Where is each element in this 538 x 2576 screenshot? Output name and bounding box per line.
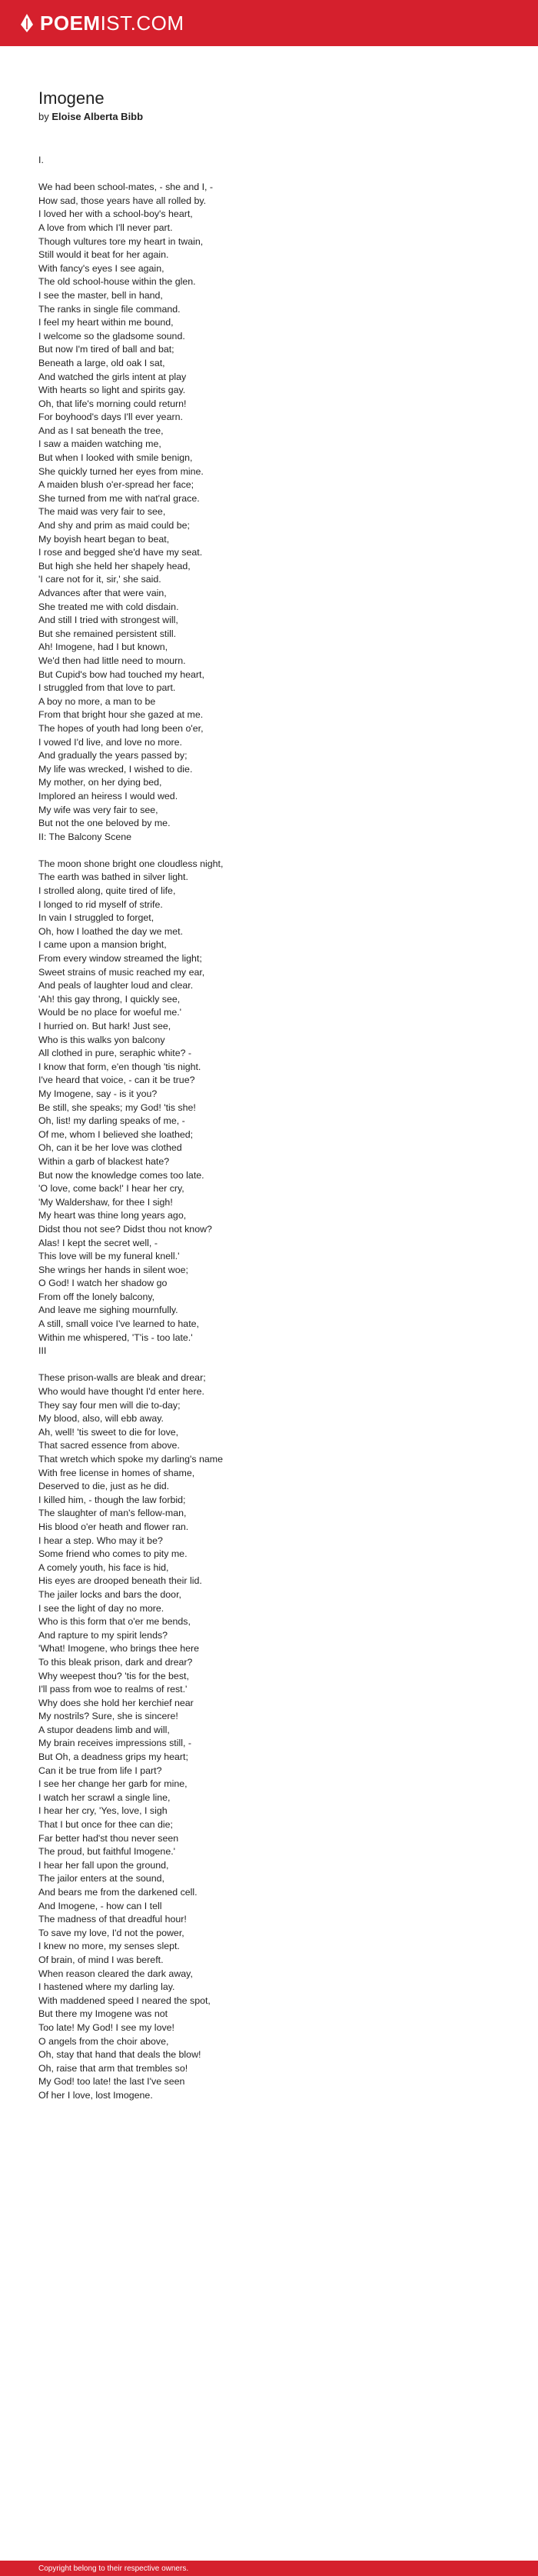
poem-line: Oh, can it be her love was clothed (38, 1142, 182, 1154)
poem-line: A love from which I'll never part. (38, 222, 173, 233)
poem-line: Still would it beat for her again. (38, 249, 169, 261)
poem-line: The old school-house within the glen. (38, 276, 196, 288)
site-logo-link[interactable] (20, 12, 184, 35)
poem-line: We had been school-mates, - she and I, - (38, 182, 214, 193)
site-header (0, 0, 538, 46)
poem-line: My mother, on her dying bed, (38, 777, 162, 788)
poem-line: I know that form, e'en though 'tis night. (38, 1061, 201, 1072)
poem-line: And shy and prim as maid could be; (38, 520, 190, 532)
poem-line: Ah, well! 'tis sweet to die for love, (38, 1426, 179, 1438)
poem-line: Within me whispered, 'T'is - too late.' (38, 1331, 193, 1343)
poem-line: I. (38, 155, 44, 165)
poem-line: I loved her with a school-boy's heart, (38, 208, 193, 220)
poem-line: With fancy's eyes I see again, (38, 262, 164, 274)
poem-line: 'What! Imogene, who brings thee here (38, 1643, 199, 1655)
poem-title: Imogene (38, 88, 105, 108)
poem-line: O angels from the choir above, (38, 2035, 169, 2047)
poem-line: But now the knowledge comes too late. (38, 1169, 204, 1181)
poem-line: I see the master, bell in hand, (38, 289, 163, 301)
poem-line: II: The Balcony Scene (38, 831, 131, 842)
poem-line: 'My Waldershaw, for thee I sigh! (38, 1196, 173, 1208)
poem-line: His blood o'er heath and flower ran. (38, 1521, 189, 1532)
poem-line: But there my Imogene was not (38, 2008, 168, 2020)
poem-line: The ranks in single file command. (38, 303, 181, 315)
poem-line: They say four men will die to-day; (38, 1399, 181, 1411)
author-link[interactable]: Eloise Alberta Bibb (51, 111, 144, 122)
poem-line: The jailor enters at the sound, (38, 1873, 164, 1885)
poem-line: The slaughter of man's fellow-man, (38, 1508, 187, 1519)
logo-text-light: IST.COM (100, 11, 184, 35)
poem-line: I hear a step. Who may it be? (38, 1535, 163, 1546)
poem-line: And still I tried with strongest will, (38, 615, 178, 626)
poem-line: In vain I struggled to forget, (38, 912, 154, 924)
main-content (0, 46, 538, 2561)
poem-line: Though vultures tore my heart in twain, (38, 235, 204, 247)
poem-line: But now I'm tired of ball and bat; (38, 344, 174, 355)
poem-line: Of me, whom I believed she loathed; (38, 1128, 194, 1140)
poem-line: Why does she hold her kerchief near (38, 1697, 194, 1708)
poem-line: Who is this form that o'er me bends, (38, 1616, 191, 1628)
poem-line: I rose and begged she'd have my seat. (38, 547, 203, 558)
poem-line: When reason cleared the dark away, (38, 1968, 193, 1979)
quill-icon (20, 14, 34, 32)
poem-line: And bears me from the darkened cell. (38, 1887, 198, 1898)
poem-line: I longed to rid myself of strife. (38, 898, 163, 910)
poem-line: Didst thou not see? Didst thou not know? (38, 1223, 212, 1235)
poem-line: I came upon a mansion bright, (38, 939, 167, 951)
poem-line: His eyes are drooped beneath their lid. (38, 1575, 202, 1587)
poem-line: The earth was bathed in silver light. (38, 871, 188, 883)
poem-line: All clothed in pure, seraphic white? - (38, 1048, 192, 1059)
poem-line: And gradually the years passed by; (38, 750, 188, 761)
poem-line: 'I care not for it, sir,' she said. (38, 574, 161, 585)
poem-line: Oh, how I loathed the day we met. (38, 925, 184, 937)
poem-line: These prison-walls are bleak and drear; (38, 1372, 206, 1384)
poem-line: But Cupid's bow had touched my heart, (38, 668, 204, 680)
poem-line: But Oh, a deadness grips my heart; (38, 1751, 188, 1763)
poem-line: And peals of laughter loud and clear. (38, 980, 194, 991)
poem-line: I hurried on. But hark! Just see, (38, 1021, 171, 1031)
poem-line: She treated me with cold disdain. (38, 601, 179, 612)
poem-line: I strolled along, quite tired of life, (38, 885, 176, 897)
poem-line: 'Ah! this gay throng, I quickly see, (38, 993, 181, 1005)
poem-line: The maid was very fair to see, (38, 506, 166, 518)
poem-line: My Imogene, say - is it you? (38, 1088, 158, 1099)
poem-line: Who would have thought I'd enter here. (38, 1386, 204, 1398)
poem-line: But not the one beloved by me. (38, 818, 171, 829)
poem-line: With maddened speed I neared the spot, (38, 1994, 211, 2006)
poem-line: To this bleak prison, dark and drear? (38, 1656, 193, 1668)
byline (38, 109, 500, 125)
poem-line: I hear her fall upon the ground, (38, 1859, 169, 1871)
poem-line: I feel my heart within me bound, (38, 317, 174, 328)
poem-line: I watch her scrawl a single line, (38, 1791, 171, 1803)
poem-line: That wretch which spoke my darling's name (38, 1454, 223, 1465)
poem-line: My heart was thine long years ago, (38, 1210, 187, 1221)
poem-line: O God! I watch her shadow go (38, 1278, 168, 1289)
poem-line: Deserved to die, just as he did. (38, 1481, 170, 1492)
poem-line: I struggled from that love to part. (38, 682, 176, 694)
stanza-gap (38, 168, 500, 182)
poem-line: My boyish heart began to beat, (38, 533, 170, 545)
poem-line: Within a garb of blackest hate? (38, 1155, 170, 1167)
poem-line: I hear her cry, 'Yes, love, I sigh (38, 1805, 168, 1817)
poem-line: I'll pass from woe to realms of rest.' (38, 1684, 188, 1695)
poem-line: Oh, that life's morning could return! (38, 398, 187, 409)
copyright-text: Copyright belong to their respective owners. (38, 2564, 189, 2573)
poem-line: The moon shone bright one cloudless night, (38, 858, 224, 869)
by-label: by (38, 111, 49, 122)
poem-line: And rapture to my spirit lends? (38, 1629, 168, 1641)
poem-line: With free license in homes of shame, (38, 1467, 195, 1478)
poem-line: With hearts so light and spirits gay. (38, 385, 186, 396)
logo-text (40, 12, 184, 35)
poem-line: Too late! My God! I see my love! (38, 2021, 174, 2033)
poem-line: I vowed I'd live, and love no more. (38, 736, 182, 748)
poem-line: A boy no more, a man to be (38, 695, 156, 707)
poem-line: Can it be true from life I part? (38, 1765, 162, 1776)
poem-line: But she remained persistent still. (38, 628, 177, 639)
poem-line: She quickly turned her eyes from mine. (38, 465, 204, 477)
poem-line: I welcome so the gladsome sound. (38, 330, 185, 342)
poem-line: My brain receives impressions still, - (38, 1738, 191, 1749)
poem-line: A stupor deadens limb and will, (38, 1724, 170, 1735)
site-footer (0, 2561, 538, 2576)
poem-line: Sweet strains of music reached my ear, (38, 966, 205, 978)
poem-line: Ah! Imogene, had I but known, (38, 642, 168, 653)
poem-line: I hastened where my darling lay. (38, 1981, 175, 1993)
poem-line: Of her I love, lost Imogene. (38, 2089, 153, 2101)
stanza-gap (38, 844, 500, 858)
poem-line: Be still, she speaks; my God! 'tis she! (38, 1101, 196, 1113)
poem-line: Advances after that were vain, (38, 588, 167, 598)
poem-line: A still, small voice I've learned to hate, (38, 1318, 199, 1330)
poem-line: Implored an heiress I would wed. (38, 790, 178, 801)
poem-line: My nostrils? Sure, she is sincere! (38, 1711, 178, 1722)
poem-line: But when I looked with smile benign, (38, 452, 193, 464)
poem-line: This love will be my funeral knell.' (38, 1251, 180, 1262)
poem-line: And leave me sighing mournfully. (38, 1305, 178, 1316)
poem-line: The hopes of youth had long been o'er, (38, 722, 204, 734)
poem-line: From that bright hour she gazed at me. (38, 709, 204, 721)
poem-line: For boyhood's days I'll ever yearn. (38, 412, 183, 423)
poem-line: Oh, stay that hand that deals the blow! (38, 2049, 201, 2061)
poem-line: Beneath a large, old oak I sat, (38, 357, 165, 368)
poem-line: She turned from me with nat'ral grace. (38, 492, 200, 504)
poem-line: A maiden blush o'er-spread her face; (38, 479, 194, 491)
poem-line: Oh, raise that arm that trembles so! (38, 2062, 188, 2074)
poem-line: I see the light of day no more. (38, 1602, 164, 1614)
poem-line: I saw a maiden watching me, (38, 438, 161, 450)
poem-line: The proud, but faithful Imogene.' (38, 1846, 176, 1858)
poem-line: My God! too late! the last I've seen (38, 2076, 185, 2088)
poem-line: Who is this walks yon balcony (38, 1034, 165, 1045)
poem-line: I've heard that voice, - can it be true? (38, 1075, 195, 1086)
poem-line: That sacred essence from above. (38, 1440, 180, 1451)
poem-line: I knew no more, my senses slept. (38, 1941, 180, 1952)
poem-line: The jailer locks and bars the door, (38, 1588, 181, 1600)
poem-line: Why weepest thou? 'tis for the best, (38, 1670, 189, 1681)
poem-line: From off the lonely balcony, (38, 1291, 155, 1302)
poem-line: My wife was very fair to see, (38, 804, 158, 815)
poem-line: My life was wrecked, I wished to die. (38, 763, 193, 775)
poem-line: Would be no place for woeful me.' (38, 1007, 182, 1018)
poem-line: The madness of that dreadful hour! (38, 1914, 187, 1925)
poem-line: Of brain, of mind I was bereft. (38, 1954, 164, 1965)
poem-line: And as I sat beneath the tree, (38, 425, 164, 436)
poem-line: A comely youth, his face is hid, (38, 1561, 169, 1573)
poem-line: Far better had'st thou never seen (38, 1832, 179, 1844)
poem-line: And Imogene, - how can I tell (38, 1900, 162, 1911)
poem-line: From every window streamed the light; (38, 953, 202, 965)
poem-line: But high she held her shapely head, (38, 560, 191, 572)
poem-line: How sad, those years have all rolled by. (38, 195, 207, 206)
stanza-gap (38, 1358, 500, 1372)
poem-line: Some friend who comes to pity me. (38, 1548, 188, 1560)
poem-body (38, 154, 500, 2103)
poem-line: She wrings her hands in silent woe; (38, 1264, 188, 1275)
poem-line: III (38, 1345, 47, 1357)
logo-text-bold: POEM (40, 11, 101, 35)
poem-line: My blood, also, will ebb away. (38, 1413, 164, 1425)
poem-line: We'd then had little need to mourn. (38, 655, 186, 666)
poem-line: 'O love, come back!' I hear her cry, (38, 1183, 184, 1195)
poem-line: That I but once for thee can die; (38, 1819, 173, 1831)
poem-line: To save my love, I'd not the power, (38, 1927, 184, 1938)
poem-line: I see her change her garb for mine, (38, 1778, 188, 1790)
poem-line: Alas! I kept the secret well, - (38, 1237, 158, 1248)
poem-line: I killed him, - though the law forbid; (38, 1494, 186, 1505)
poem-line: Oh, list! my darling speaks of me, - (38, 1115, 185, 1127)
poem-line: And watched the girls intent at play (38, 371, 187, 382)
